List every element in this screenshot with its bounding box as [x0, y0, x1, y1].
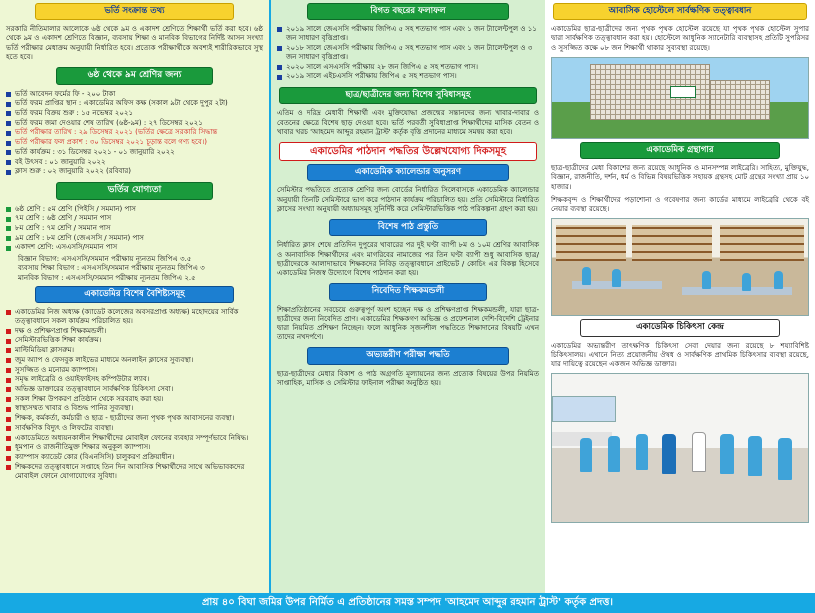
results-list	[271, 23, 545, 84]
eligibility-title: ভর্তির যোগ্যতা	[56, 182, 212, 200]
list-item: ২০২০ সালে এসএসসি পরীক্ষায় ২৮ জন জিপিএ ৫ সহ শতভাগ পাস।	[277, 63, 540, 72]
list-item: স্বাস্থ্যসম্মত খাবার ও বিশুদ্ধ পানির সুব্যবস্থা।	[6, 404, 264, 413]
list-item: জুম অ্যাপ ও ফেসবুক লাইভের মাধ্যমে অনলাইন ক্লাসের সুব্যবস্থা।	[6, 356, 264, 365]
list-item: শিক্ষকদের তত্ত্বাবধানে সপ্তাহে তিন দিন আবাসিক শিক্ষার্থীদের সাথে অভিভাবকদের মোবাইল ফোনে যোগাযোগের সুবিধা।	[6, 463, 264, 481]
list-item: ৭ম শ্রেণি : ৬ষ্ঠ শ্রেণি / সমমান পাস	[6, 214, 264, 223]
list-item: শিক্ষক, কর্মকর্তা, কর্মচারী ও ছাত্র - ছাত্রীদের জন্য পৃথক পৃথক আবাসনের ব্যবস্থা।	[6, 414, 264, 423]
admission-paragraph: সরকারি নীতিমালার আলোকে ৬ষ্ঠ থেকে ৯ম ও একাদশ শ্রেণিতে শিক্ষার্থী ভর্তি করা হবে। ৬ষ্ঠ থেকে ৯ম ও একাদশ শ্রেণিতে বিজ্ঞান, ব্যবসায় শিক্ষা ও মানবিক বিভাগের নির্দিষ্ট আসন সংখ্যা ভর্তি পরীক্ষার মেধাক্রম অনুযায়ী নির্ধারিত হবে। প্রত্যেক পরীক্ষার্থীকে অবশ্যই শারীরিকভাবে সুস্থ হতে হবে।	[6, 25, 263, 61]
special-prep-title: বিশেষ পাঠ প্রস্তুতি	[329, 219, 488, 236]
list-item: ভর্তি ফরম বিক্রয় শুরু : ১৫ নভেম্বর ২০২১	[6, 109, 264, 118]
list-item: মাল্টিমিডিয়া ক্লাসরুম।	[6, 346, 264, 355]
list-item: ভর্তি পরীক্ষার ফল প্রকাশ : ৩০ ডিসেম্বর ২০২১ চূড়ান্ত বলে গণ্য হবে।)	[6, 138, 264, 147]
list-item: একাডেমির নিজ অধ্যক্ষ (ক্যাডেট কলেজের অবসরপ্রাপ্ত অধ্যক্ষ) মহোদয়ের সার্বিক তত্ত্বাবধানে সকল কার্যক্রম পরিচালিত হয়।	[6, 308, 264, 326]
method-title: একাডেমির পাঠদান পদ্ধতির উল্লেখযোগ্য দিকসমূহ	[279, 142, 537, 161]
list-item: একাডেমিতে অধ্যয়নকালীন শিক্ষার্থীদের মোবাইল ফোনের ব্যবহার সম্পূর্ণভাবে নিষিদ্ধ।	[6, 434, 264, 443]
list-item: সমৃদ্ধ লাইব্রেরি ও ওয়াইফাইসহ কম্পিউটার ল্যাব।	[6, 375, 264, 384]
admission-title: ভর্তি সংক্রান্ত তথ্য	[35, 3, 234, 20]
list-item: ৮ম শ্রেণি : ৭ম শ্রেণি / সমমান পাস	[6, 224, 264, 233]
sub-item: মানবিক বিভাগ : এসএসসি/সমমান পরীক্ষায় ন্যূনতম জিপিএ ২.৫	[18, 273, 196, 282]
list-item: ভর্তি পরীক্ষার তারিখ : ২৯ ডিসেম্বর ২০২১ (ভর্তির ক্ষেত্রে সরকারি সিদ্ধান্ত	[6, 128, 264, 137]
list-item: সকল শিক্ষা উপকরণ প্রতিষ্ঠান থেকে সরবরাহ করা হয়।	[6, 395, 264, 404]
hostel-building-photo	[551, 57, 809, 139]
list-item: সেমিস্টারভিত্তিক শিক্ষা কার্যক্রম।	[6, 336, 264, 345]
exam-paragraph: ছাত্র-ছাত্রীদের মেধার বিকাশ ও পাঠ অগ্রগতি মূল্যায়নের জন্য প্রত্যেক বিষয়ের উপর নিয়মিত সাপ্তাহিক, মাসিক ও সেমিস্টার ফাইনাল পরীক্ষা অনুষ্ঠিত হয়।	[277, 369, 539, 387]
sub-item: ব্যবসায় শিক্ষা বিভাগ : এসএসসি/সমমান পরীক্ষায় ন্যূনতম জিপিএ ৩	[18, 264, 205, 273]
list-item: ক্যাম্পাস ক্যাডেট কোর (বিএনসিসি) চালুকরণ প্রক্রিয়াধীন।	[6, 453, 264, 462]
list-item: সার্বক্ষণিক বিদ্যুৎ ও লিফটের ব্যবস্থা।	[6, 424, 264, 433]
eligibility-sublist	[0, 255, 269, 283]
scholarship-paragraph: এতিম ও দরিদ্র মেধাবী শিক্ষার্থী এবং মুক্তিযোদ্ধা প্রজন্মের সন্তানদের জন্য খাবার-দাবার ও বেতনের ক্ষেত্রে বিশেষ ছাড় দেওয়া হবে। ভর্তি পরবর্তী সুবিধাপ্রাপ্ত শিক্ষার্থীদের মাসিক বেতন ও খাবার খরচ 'আহমেদ আব্দুর রহমান ট্রাস্ট' কর্তৃক বৃত্তি প্রদানের মাধ্যমে সমন্বয় করা হবে।	[277, 109, 539, 136]
sub-item: বিজ্ঞান বিভাগ: এসএসসি/সমমান পরীক্ষায় ন্যূনতম জিপিএ ৩.৫	[18, 255, 192, 264]
eligibility-list	[0, 203, 269, 255]
medical-paragraph: একাডেমির অভ্যন্তরীণ তাৎক্ষণিক চিকিৎসা সেবা দেয়ার জন্য রয়েছে ৮ শয্যাবিশিষ্ট চিকিৎসালয়। এখানে নিত্য প্রয়োজনীয় ঔষধ ও সার্বক্ষণিক প্রাথমিক চিকিৎসার ব্যবস্থা রয়েছে, যার দায়িত্বে রয়েছেন একজন অভিজ্ঞ ডাক্তার।	[551, 341, 809, 368]
list-item: ২০১৮ সালে জেএসসি পরীক্ষায় জিপিএ ৫ সহ শতভাগ পাস এবং ১ জন ট্যালেন্টপুল ও ৩ জন সাধারণ বৃত্তিপ্রাপ্ত।	[277, 44, 540, 62]
class-schedule-list	[0, 88, 269, 179]
list-item: একাদশ শ্রেণি: এসএসসি/সমমান পাস	[6, 243, 264, 252]
library-photo	[551, 218, 809, 316]
middle-column	[271, 0, 545, 593]
special-prep-paragraph: নির্ধারিত ক্লাস শেষে প্রতিদিন দুপুরের খাবারের পর দুই ঘণ্টা ব্যাপী ৮ম ও ১০ম শ্রেণির আবাসিক ও অনাবাসিক শিক্ষার্থীদের এবং মাগরিবের নামাজের পর তিন ঘণ্টা ব্যাপী শুধু আবাসিক ছাত্র/ছাত্রীদেরকে আলাদাভাবে শিক্ষকদের নিবিড় তত্ত্বাবধানে প্রাইভেট / কোচিং এর বিকল্প হিসেবে একাডেমির নিজস্ব উদ্যোগে বিশেষ পাঠদান করা হয়।	[277, 241, 539, 278]
list-item: ২০১৯ সালে এইচএসসি পরীক্ষায় জিপিএ ৫ সহ শতভাগ পাস।	[277, 72, 540, 81]
features-title: একাডেমির বিশেষ বৈশিষ্ট্যসমূহ	[35, 286, 234, 303]
list-item: দক্ষ ও প্রশিক্ষণপ্রাপ্ত শিক্ষকমন্ডলী।	[6, 327, 264, 336]
left-column	[0, 0, 271, 593]
list-item: ধূমপান ও রাজনীতিমুক্ত শিক্ষার অনুকূল ক্যাম্পাস।	[6, 443, 264, 452]
calendar-paragraph: সেমিস্টার পদ্ধতিতে প্রত্যেক শ্রেণির জন্য বোর্ডের নির্ধারিত সিলেবাসকে একাডেমিক ক্যালেন্ডার অনুযায়ী তিনটি সেমিস্টারে ভাগ করে পাঠদান কার্যক্রম পরিচালিত হয়। প্রতি সেমিস্টারে নির্ধারিত ক্লাসের সংখ্যা অনুযায়ী অধ্যায়সমূহ সুনির্দিষ্ট করে সেমিস্টারভিত্তিক পাঠ পরিকল্পনা গ্রহণ করা হয়।	[277, 186, 539, 213]
footer-banner: প্রায় ৪০ বিঘা জমির উপর নির্মিত এ প্রতিষ্ঠানের সমস্ত সম্পদ 'আহমেদ আব্দুর রহমান ট্রাস্ট' কর্তৃক প্রদত্ত।	[0, 593, 815, 613]
library-title: একাডেমিক গ্রন্থাগার	[580, 142, 780, 159]
teachers-paragraph: শিক্ষাপ্রতিষ্ঠানের সবচেয়ে গুরুত্বপূর্ণ অংশ হচ্ছেন দক্ষ ও প্রশিক্ষণপ্রাপ্ত শিক্ষকমন্ডলী, যারা ছাত্র-ছাত্রীদের জন্য নিবেদিত প্রাণ। একাডেমির শিক্ষকগণ অভিজ্ঞ ও প্রফেশনাল দেশি-বিদেশি ট্রেইনার দ্বারা নিয়মিত প্রশিক্ষণ নিচ্ছেন। ফলে আধুনিক সৃজনশীল পদ্ধতিতে শিক্ষাদানের বিষয়টি এখন তাদের নখদর্পণে।	[277, 305, 539, 342]
list-item: ৯ম শ্রেণি : ৮ম শ্রেণি (জেএসসি / সমমান) পাস	[6, 234, 264, 243]
library-paragraph-2: শিক্ষকবৃন্দ ও শিক্ষার্থীদের পড়াশোনা ও গবেষণার জন্য কার্ডের মাধ্যমে লাইব্রেরি থেকে বই নেয়ার ব্যবস্থা রয়েছে।	[551, 195, 809, 214]
hostel-paragraph: একাডেমির ছাত্র-ছাত্রীদের জন্য পৃথক পৃথক হোস্টেল রয়েছে যা পৃথক পৃথক হোস্টেল সুপার দ্বারা সার্বক্ষণিক তত্ত্বাবধান করা হয়। হোস্টেলে আধুনিক স্যানেটারি ব্যবস্থাসহ প্রতিটি সুপরিসর ও সুসজ্জিত কক্ষে ০৮ জন শিক্ষার্থী থাকার সুব্যবস্থা রয়েছে।	[551, 25, 809, 52]
list-item: ৬ষ্ঠ শ্রেণি : ৫ম শ্রেণি (পিইসি / সমমান) পাস	[6, 205, 264, 214]
list-item: বই উৎসব : ০১ জানুয়ারি ২০২২	[6, 158, 264, 167]
list-item: ২০১৯ সালে জেএসসি পরীক্ষায় জিপিএ ৫ সহ শতভাগ পাস এবং ১ জন ট্যালেন্টপুল ও ১১ জন সাধারণ বৃত্তিপ্রাপ্ত।	[277, 25, 540, 43]
list-item: ভর্তি ফরম জমা দেওয়ার শেষ তারিখ (৬ষ্ঠ-৯ম) : ২৭ ডিসেম্বর ২০২১	[6, 119, 264, 128]
teachers-title: নিবেদিত শিক্ষকমন্ডলী	[329, 283, 488, 300]
features-list	[0, 306, 269, 484]
results-title: বিগত বছরের ফলাফল	[307, 3, 510, 20]
class-title: ৬ষ্ঠ থেকে ৯ম শ্রেণির জন্য	[56, 67, 212, 85]
medical-center-photo	[551, 373, 809, 523]
calendar-title: একাডেমিক ক্যালেন্ডার অনুসরণ	[307, 164, 510, 181]
list-item: সুসজ্জিত ও মনোরম ক্যাম্পাস।	[6, 366, 264, 375]
list-item: ভর্তি আবেদন ফর্মের ফি - ২০০ টাকা	[6, 90, 264, 99]
scholarship-title: ছাত্র/ছাত্রীদের জন্য বিশেষ সুবিধাসমূহ	[279, 87, 537, 104]
list-item: ক্লাস শুরু : ০২ জানুয়ারি ২০২২ (রবিবার)	[6, 167, 264, 176]
exam-title: অভ্যন্তরীণ পরীক্ষা পদ্ধতি	[307, 347, 510, 364]
right-column	[545, 0, 815, 593]
hostel-title: আবাসিক হোস্টেলে সার্বক্ষণিক তত্ত্বাবধান	[553, 3, 807, 20]
list-item: ভর্তি ফরম প্রাপ্তির স্থান : একাডেমির অফিস কক্ষ (সকাল ৯টা থেকে দুপুর ২টা)	[6, 99, 264, 108]
medical-title: একাডেমিক চিকিৎসা কেন্দ্র	[580, 319, 780, 336]
list-item: ভর্তি কার্যক্রম : ৩১ ডিসেম্বর ২০২১ - ০১ জানুয়ারি ২০২২	[6, 148, 264, 157]
library-paragraph: ছাত্র-ছাত্রীদের মেধা বিকাশের জন্য রয়েছে আধুনিক ও মানসম্পন্ন লাইব্রেরি। সাহিত্য, মুক্তিযুদ্ধ, বিজ্ঞান, রাজনীতি, দর্শন, ধর্ম ও বিভিন্ন বিষয়ভিত্তিক সহায়ক গ্রন্থসহ মোট গ্রন্থের সংখ্যা প্রায় ১০ হাজার।	[551, 164, 809, 191]
list-item: অভিজ্ঞ ডাক্তারের তত্ত্বাবধানে সার্বক্ষণিক চিকিৎসা সেবা।	[6, 385, 264, 394]
